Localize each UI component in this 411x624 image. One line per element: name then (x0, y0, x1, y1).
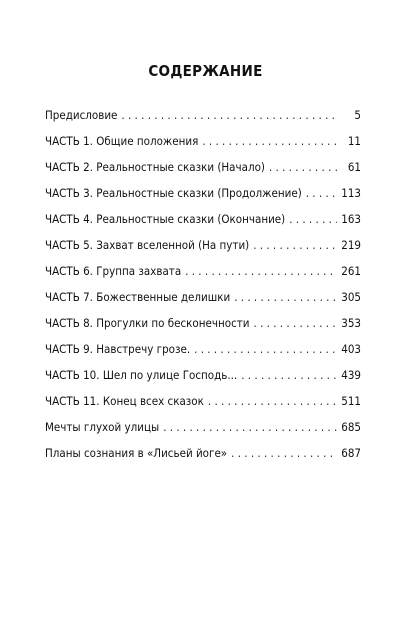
dot-leader (234, 290, 337, 304)
dot-leader (121, 108, 339, 122)
entry-page-number: 403 (341, 342, 361, 356)
entry-page-number: 685 (341, 420, 361, 434)
entry-page-number: 163 (341, 212, 361, 226)
entry-title: Предисловие (45, 108, 118, 122)
entry-title: ЧАСТЬ 8. Прогулки по бесконечности (45, 316, 250, 330)
toc-entry[interactable] (45, 368, 361, 394)
toc-entry[interactable] (45, 316, 361, 342)
dot-leader (194, 342, 337, 356)
toc-entry[interactable] (45, 238, 361, 264)
toc-entry[interactable] (45, 264, 361, 290)
entry-title: ЧАСТЬ 3. Реальностные сказки (Продолжение) (45, 186, 302, 200)
dot-leader (289, 212, 337, 226)
entry-page-number: 353 (341, 316, 361, 330)
dot-leader (231, 446, 337, 460)
entry-title: ЧАСТЬ 7. Божественные делишки (45, 290, 231, 304)
toc-entry[interactable] (45, 420, 361, 446)
entry-page-number: 305 (341, 290, 361, 304)
dot-leader (306, 186, 338, 200)
entry-page-number: 113 (341, 186, 361, 200)
dot-leader (208, 394, 337, 408)
toc-entry[interactable] (45, 160, 361, 186)
entry-title: ЧАСТЬ 10. Шел по улице Господь... (45, 368, 238, 382)
entry-title: Мечты глухой улицы (45, 420, 160, 434)
entry-title: ЧАСТЬ 4. Реальностные сказки (Окончание) (45, 212, 286, 226)
entry-title: ЧАСТЬ 6. Группа захвата (45, 264, 182, 278)
entry-page-number: 687 (341, 446, 361, 460)
toc-entry[interactable] (45, 290, 361, 316)
entry-page-number: 261 (341, 264, 361, 278)
toc-entry[interactable] (45, 342, 361, 368)
toc-entry[interactable] (45, 108, 361, 134)
table-of-contents (45, 108, 361, 472)
entry-title: ЧАСТЬ 9. Навстречу грозе. (45, 342, 191, 356)
dot-leader (254, 316, 338, 330)
entry-title: ЧАСТЬ 5. Захват вселенной (На пути) (45, 238, 250, 252)
dot-leader (202, 134, 339, 148)
entry-page-number: 511 (341, 394, 361, 408)
entry-title: ЧАСТЬ 11. Конец всех сказок (45, 394, 204, 408)
toc-entry[interactable] (45, 446, 361, 472)
toc-heading: СОДЕРЖАНИЕ (148, 62, 263, 80)
toc-entry[interactable] (45, 186, 361, 212)
entry-title: ЧАСТЬ 2. Реальностные сказки (Начало) (45, 160, 265, 174)
toc-entry[interactable] (45, 212, 361, 238)
entry-page-number: 61 (347, 160, 361, 174)
entry-page-number: 219 (341, 238, 361, 252)
dot-leader (185, 264, 337, 278)
toc-entry[interactable] (45, 394, 361, 420)
toc-entry[interactable] (45, 134, 361, 160)
dot-leader (253, 238, 337, 252)
entry-title: Планы сознания в «Лисьей йоге» (45, 446, 228, 460)
dot-leader (163, 420, 337, 434)
dot-leader (241, 368, 337, 382)
dot-leader (269, 160, 339, 174)
entry-page-number: 5 (354, 108, 361, 122)
entry-page-number: 439 (341, 368, 361, 382)
entry-title: ЧАСТЬ 1. Общие положения (45, 134, 199, 148)
entry-page-number: 11 (347, 134, 361, 148)
